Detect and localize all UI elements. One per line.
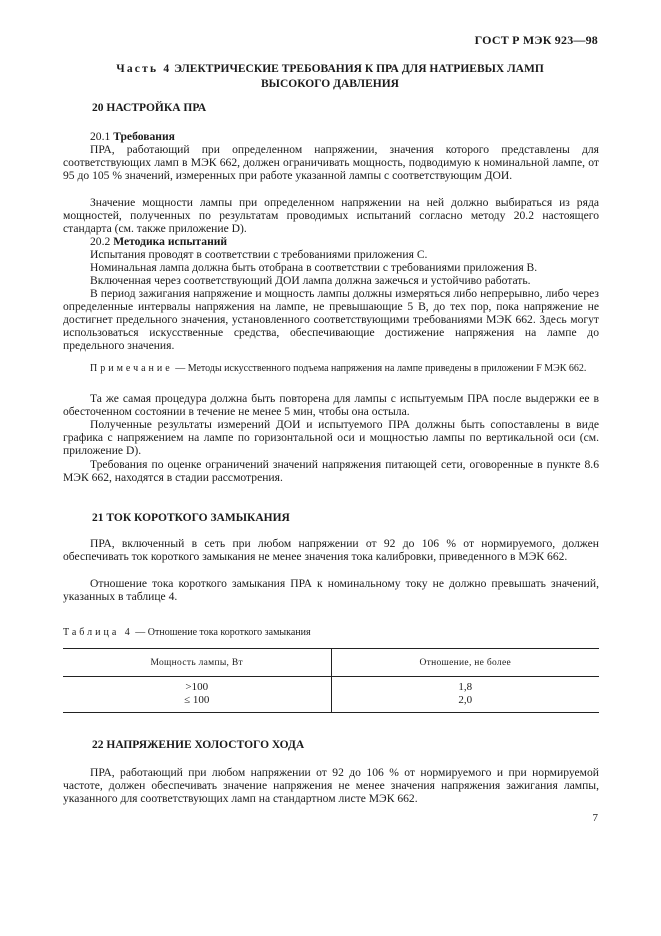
clause-20-2-heading: [63, 235, 599, 248]
section-20-paragraph-1: ПРА, работающий при определенном напряжении, значения которого представлены для соответствующих ламп в МЭК 662, должен ограничивать мощность, подводимую к номинальной лампе, от 95 до 105 % значений, измеренных при работе указанной лампы с соответствующим ДОИ.: [63, 143, 599, 183]
section-21-paragraph-2: Отношение тока короткого замыкания ПРА к номинальному току не должно превышать значений, указанных в таблице 4.: [63, 577, 599, 604]
section-20-paragraph-3: Испытания проводят в соответствии с требованиями приложения С.: [90, 248, 428, 261]
note-label: Примечание: [90, 363, 173, 374]
table-row: [63, 677, 599, 713]
note-text: — Методы искусственного подъема напряжения на лампе приведены в приложении F МЭК 662.: [172, 363, 587, 374]
part-title-line2: ВЫСОКОГО ДАВЛЕНИЯ: [261, 78, 399, 90]
section-20-paragraph-4: Номинальная лампа должна быть отобрана в соответствии с требованиями приложения В.: [90, 261, 538, 274]
column-header-lamp-power: Мощность лампы, Вт: [63, 649, 331, 677]
part-title-line1: ЭЛЕКТРИЧЕСКИЕ ТРЕБОВАНИЯ К ПРА ДЛЯ НАТРИЕВЫХ ЛАМП: [171, 63, 544, 75]
table-header-row: [63, 649, 599, 677]
clause-20-1-heading: [63, 130, 599, 143]
section-22-heading: 22 НАПРЯЖЕНИЕ ХОЛОСТОГО ХОДА: [92, 739, 305, 751]
ratio-value: 2,0: [458, 694, 473, 706]
section-20-paragraph-7: Та же самая процедура должна быть повторена для лампы с испытуемым ПРА после выдержки ее в обесточенном состоянии в течение не менее 5 мин, чтобы она остыла.: [63, 392, 599, 419]
table-4-caption-label: Таблица 4: [63, 627, 133, 638]
clause-20-1-number: 20.1: [90, 130, 114, 143]
section-21-heading: 21 ТОК КОРОТКОГО ЗАМЫКАНИЯ: [92, 512, 290, 524]
lamp-power-cell: [63, 677, 331, 713]
table-4-caption: [63, 627, 311, 638]
section-20-paragraph-9: Требования по оценке ограничений значений напряжения питающей сети, оговоренные в пункте 8.6 МЭК 662, находятся в стадии рассмотрения.: [63, 458, 599, 485]
section-20-paragraph-5: Включенная через соответствующий ДОИ лампа должна зажечься и устойчиво работать.: [90, 274, 531, 287]
section-20-paragraph-6: В период зажигания напряжение и мощность лампы должны измеряться либо непрерывно, либо через определенные интервалы напряжения на лампе, не превышающие 5 В, до тех пор, пока напряжение не достигнет предельного значения, установленного соответствующими требованиями МЭК 662. Здесь могут использоваться искусственные средства, обеспечивающие достижение напряжения на лампе до предельного значения.: [63, 287, 599, 353]
lamp-power-value: ≤ 100: [184, 694, 210, 706]
section-20-paragraph-8: Полученные результаты измерений ДОИ и испытуемого ПРА должны быть сопоставлены в виде графика с напряжением на лампе по горизонтальной оси и мощностью лампы по вертикальной оси (см. приложение D).: [63, 418, 599, 458]
table-4: [63, 648, 599, 713]
section-21-paragraph-1: ПРА, включенный в сеть при любом напряжении от 92 до 106 % от нормируемого, должен обеспечивать ток короткого замыкания не менее значения тока калибровки, приведенного в МЭК 662.: [63, 537, 599, 564]
document-code: ГОСТ Р МЭК 923—98: [474, 33, 598, 47]
table-4-caption-text: — Отношение тока короткого замыкания: [132, 627, 311, 638]
column-header-ratio: Отношение, не более: [331, 649, 599, 677]
lamp-power-value: >100: [185, 681, 209, 693]
section-20-note: [63, 363, 599, 375]
clause-20-1-title: Требования: [113, 130, 175, 143]
section-20-paragraph-2: Значение мощности лампы при определенном напряжении на ней должно выбираться из ряда мощностей, полученных по результатам проводимых испытаний согласно методу 20.2 настоящего стандарта (см. также приложение D).: [63, 196, 599, 236]
part-title: [62, 62, 598, 92]
clause-20-2-title: Методика испытаний: [113, 235, 228, 248]
part-title-prefix: Часть 4: [116, 63, 172, 75]
ratio-value: 1,8: [458, 681, 473, 693]
page-number: 7: [592, 812, 598, 824]
ratio-cell: [331, 677, 599, 713]
clause-20-2-number: 20.2: [90, 235, 114, 248]
section-20-heading: 20 НАСТРОЙКА ПРА: [92, 102, 207, 114]
section-22-paragraph-1: ПРА, работающий при любом напряжении от 92 до 106 % от нормируемого и при нормируемой частоте, должен обеспечивать значение напряжения не менее значения напряжения зажигания лампы, указанного для соответствующих ламп на стандартном листе МЭК 662.: [63, 766, 599, 806]
